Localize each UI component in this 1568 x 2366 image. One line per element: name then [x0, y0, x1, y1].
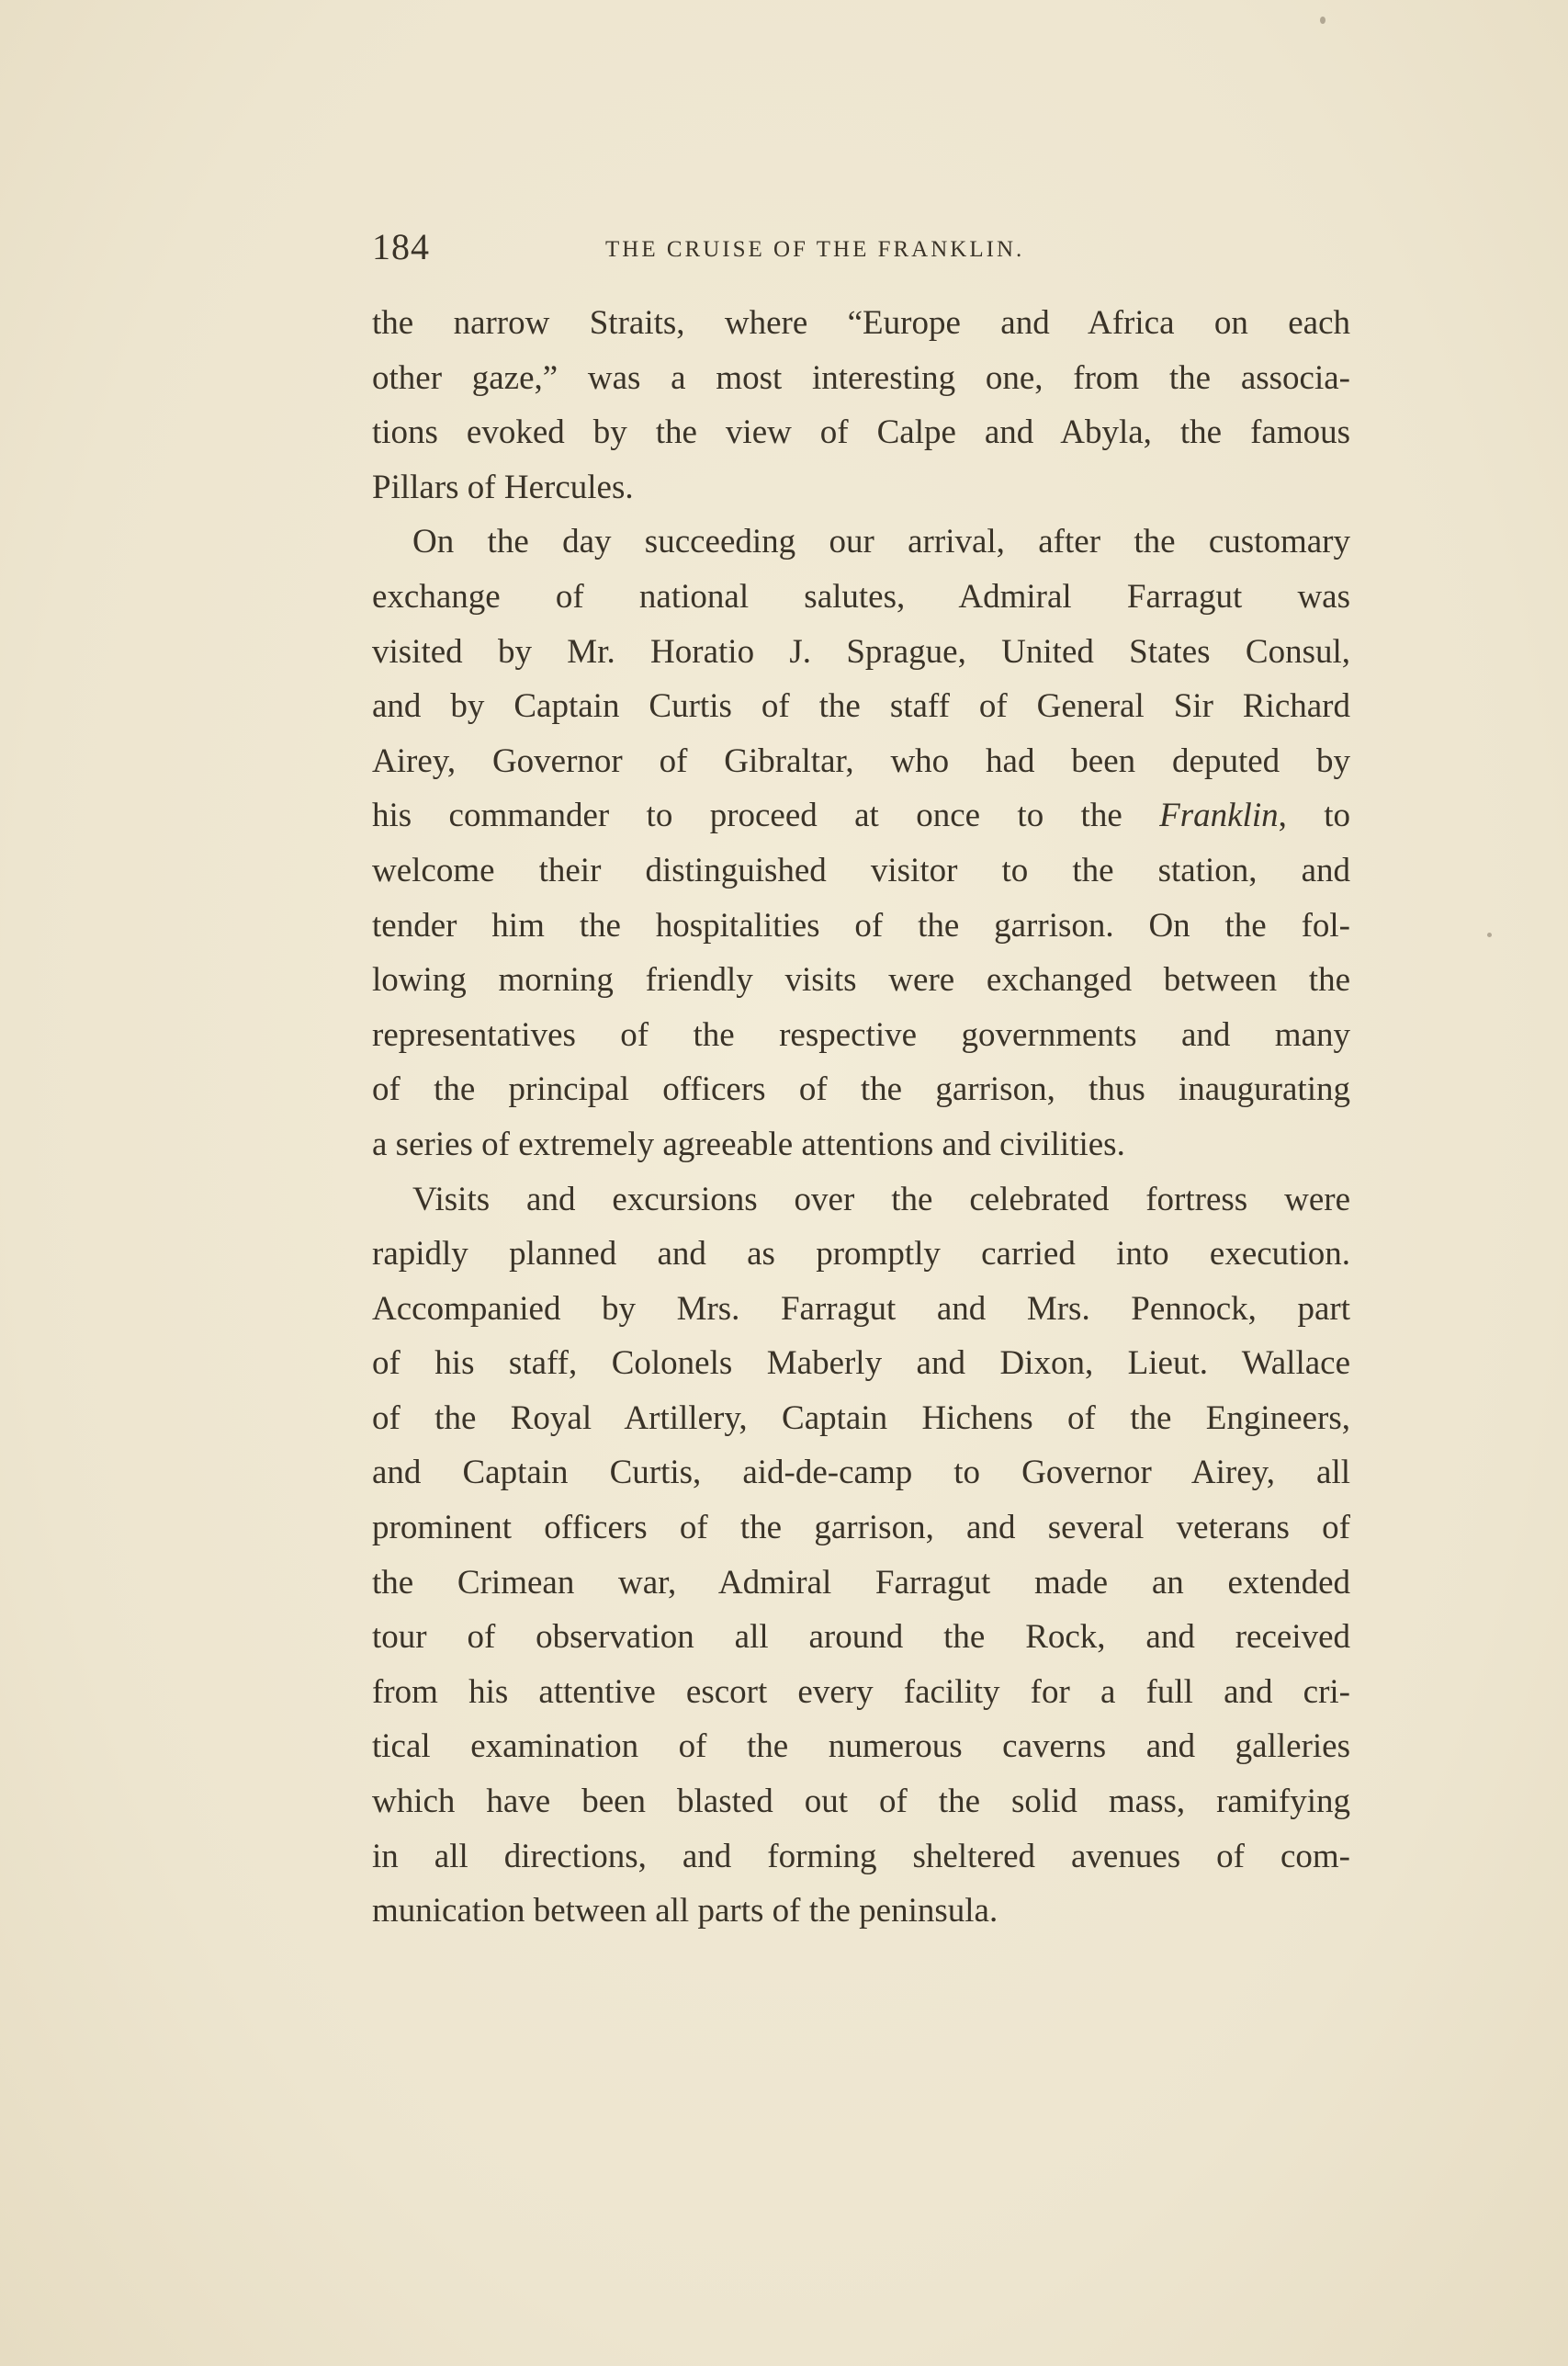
text-segment: his commander to proceed at once to the	[372, 797, 1160, 835]
text-line: tical examination of the numerous caverns and galleries	[372, 1727, 1350, 1766]
text-line: of the principal officers of the garrison, thus inaugurating	[372, 1070, 1350, 1109]
text-line: in all directions, and forming sheltered avenues of com-	[372, 1837, 1350, 1875]
ship-name: Franklin	[1159, 797, 1279, 835]
text-line: and Captain Curtis, aid-de-camp to Governor Airey, all	[372, 1454, 1350, 1492]
ink-speck	[1487, 933, 1492, 937]
text-line: which have been blasted out of the solid mass, ramifying	[372, 1783, 1350, 1821]
text-line: munication between all parts of the peninsula.	[372, 1892, 998, 1930]
text-line: prominent officers of the garrison, and several veterans of	[372, 1509, 1350, 1547]
running-head	[372, 224, 1300, 270]
page-number: 184	[372, 226, 430, 267]
text-line: the Crimean war, Admiral Farragut made an extended	[372, 1563, 1350, 1602]
text-line: representatives of the respective governments and many	[372, 1015, 1350, 1054]
text-line: On the day succeeding our arrival, after the customary	[412, 523, 1350, 561]
running-title: THE CRUISE OF THE FRANKLIN.	[605, 237, 1025, 262]
text-line: tions evoked by the view of Calpe and Abyla, the famous	[372, 413, 1350, 452]
text-line: a series of extremely agreeable attentions and civilities.	[372, 1125, 1125, 1163]
text-line: from his attentive escort every facility for a full and cri-	[372, 1672, 1350, 1711]
text-line: of his staff, Colonels Maberly and Dixon, Lieut. Wallace	[372, 1344, 1350, 1383]
ink-speck	[1320, 17, 1325, 24]
text-line: rapidly planned and as promptly carried into execution.	[372, 1235, 1350, 1274]
text-line: tour of observation all around the Rock, and received	[372, 1618, 1350, 1657]
text-line: visited by Mr. Horatio J. Sprague, United States Consul,	[372, 632, 1350, 671]
text-line: Pillars of Hercules.	[372, 468, 634, 506]
text-line: and by Captain Curtis of the staff of General Sir Richard	[372, 687, 1350, 726]
text-line: lowing morning friendly visits were exchanged between the	[372, 961, 1350, 1000]
text-line: Accompanied by Mrs. Farragut and Mrs. Pennock, part	[372, 1289, 1350, 1328]
text-line: welcome their distinguished visitor to the station, and	[372, 851, 1350, 889]
text-line: the narrow Straits, where “Europe and Africa on each	[372, 304, 1350, 342]
text-line: Airey, Governor of Gibraltar, who had been deputed by	[372, 741, 1350, 780]
text-line: Visits and excursions over the celebrated fortress were	[412, 1180, 1350, 1218]
text-line: tender him the hospitalities of the garrison. On the fol-	[372, 906, 1350, 945]
text-line-with-ship-name	[372, 788, 1350, 843]
text-line: of the Royal Artillery, Captain Hichens of the Engineers,	[372, 1398, 1350, 1437]
text-line: exchange of national salutes, Admiral Farragut was	[372, 577, 1350, 616]
text-segment: , to	[1278, 797, 1350, 835]
text-line: other gaze,” was a most interesting one, from the associa-	[372, 358, 1350, 397]
body-text	[372, 296, 1350, 1939]
